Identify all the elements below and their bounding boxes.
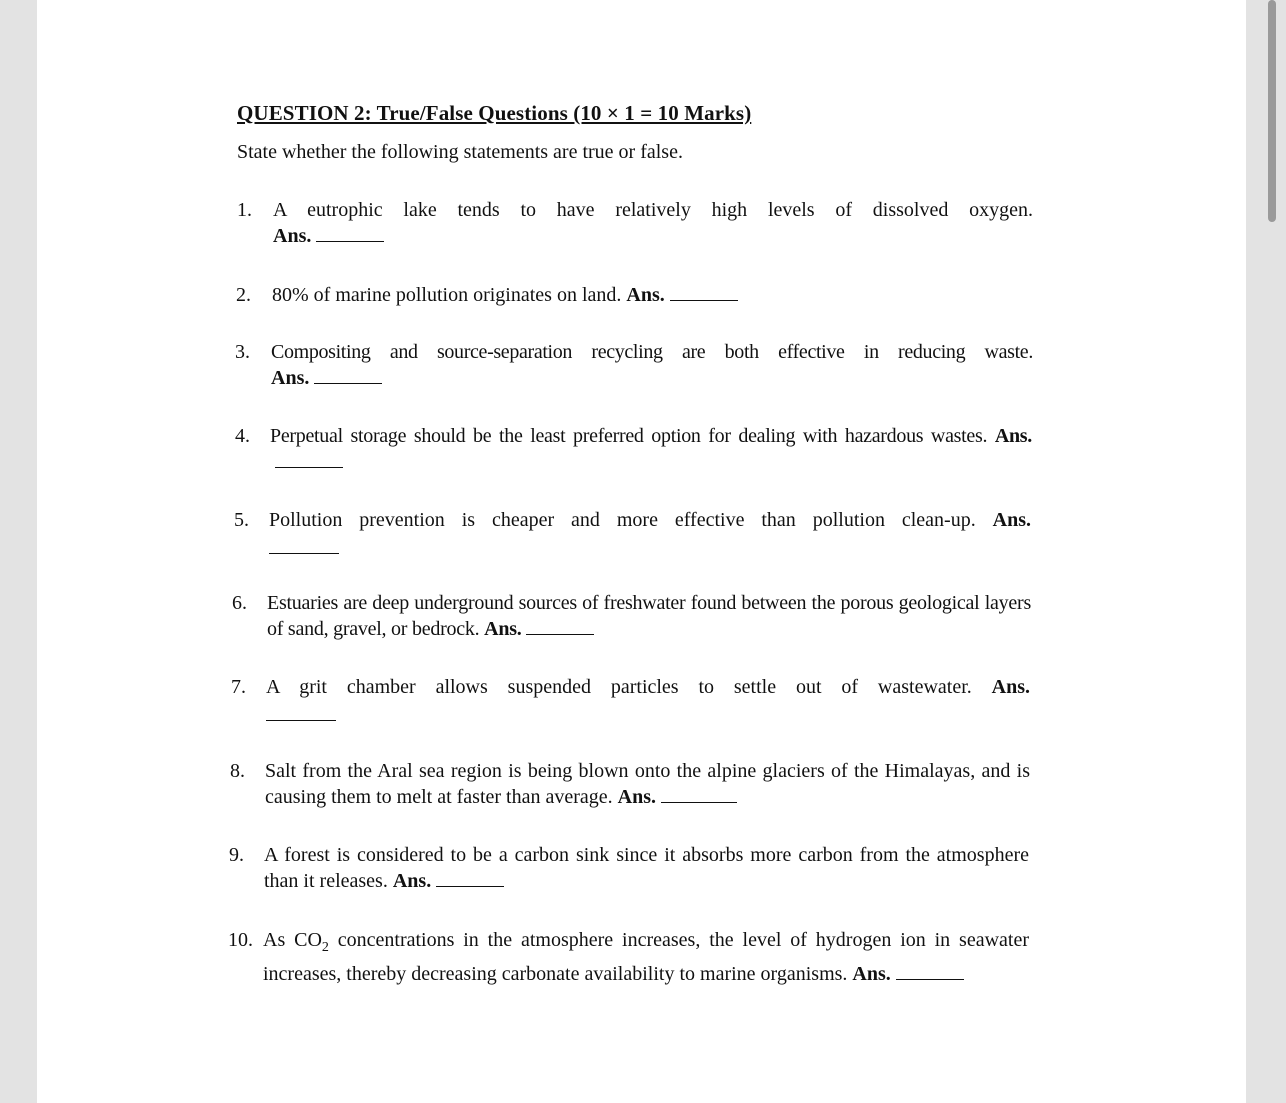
answer-label: Ans. — [994, 425, 1032, 447]
question-number: 9. — [229, 844, 244, 866]
answer-blank[interactable] — [269, 533, 339, 554]
answer-label: Ans. — [484, 618, 522, 640]
answer-blank[interactable] — [436, 869, 504, 887]
answer-label: Ans. — [617, 786, 656, 808]
question-number: 4. — [235, 425, 250, 447]
question-number: 5. — [234, 509, 249, 531]
question-text: A forest is considered to be a carbon sink since it absorbs more carbon from the atmosphere than it releases. Ans. — [264, 844, 1029, 892]
answer-label: Ans. — [991, 676, 1030, 698]
answer-label: Ans. — [852, 963, 891, 985]
answer-blank[interactable] — [316, 224, 384, 242]
question-text: Perpetual storage should be the least preferred option for dealing with hazardous wastes. Ans. — [270, 423, 1032, 475]
answer-label: Ans. — [271, 367, 310, 389]
question-text: A eutrophic lake tends to have relatively high levels of dissolved oxygen. — [273, 199, 1033, 221]
question-text: Compositing and source-separation recycling are both effective in reducing waste. — [271, 341, 1033, 363]
answer-blank[interactable] — [670, 283, 738, 301]
question-number: 3. — [235, 341, 250, 363]
question-number: 6. — [232, 592, 247, 614]
answer-blank[interactable] — [266, 700, 336, 721]
question-number: 7. — [231, 676, 246, 698]
answer-blank[interactable] — [896, 962, 964, 980]
answer-label: Ans. — [626, 284, 665, 306]
answer-label: Ans. — [992, 509, 1031, 531]
question-text: A grit chamber allows suspended particles to settle out of wastewater. Ans. — [266, 676, 1030, 698]
scrollbar-thumb[interactable] — [1268, 0, 1276, 222]
answer-label: Ans. — [392, 870, 432, 892]
question-text: As $CO_2$ concentrations in the atmosphere increases, the level of hydrogen ion in seawater increases, thereby decreasing carbonate availability to marine organisms. Ans. — [263, 929, 1029, 985]
question-text: Salt from the Aral sea region is being blown onto the alpine glaciers of the Himalayas, and is causing them to melt at faster than average. Ans. — [265, 760, 1030, 808]
answer-blank[interactable] — [314, 366, 382, 384]
question-number: 2. — [236, 284, 251, 306]
question-text: Estuaries are deep underground sources of freshwater found between the porous geological layers of sand, gravel, or bedrock. Ans. — [267, 592, 1031, 640]
answer-blank[interactable] — [661, 785, 737, 803]
answer-blank[interactable] — [526, 617, 594, 635]
question-text: 80% of marine pollution originates on land. Ans. — [272, 282, 1032, 308]
instructions: State whether the following statements are true or false. — [237, 141, 683, 163]
question-text: Pollution prevention is cheaper and more effective than pollution clean-up. Ans. — [269, 509, 1031, 531]
answer-label: Ans. — [273, 225, 312, 247]
answer-blank[interactable] — [275, 450, 343, 468]
question-heading: QUESTION 2: True/False Questions (10 × 1 = 10 Marks) — [237, 101, 752, 125]
question-number: 1. — [237, 199, 252, 221]
question-number: 10. — [228, 929, 253, 951]
question-number: 8. — [230, 760, 245, 782]
